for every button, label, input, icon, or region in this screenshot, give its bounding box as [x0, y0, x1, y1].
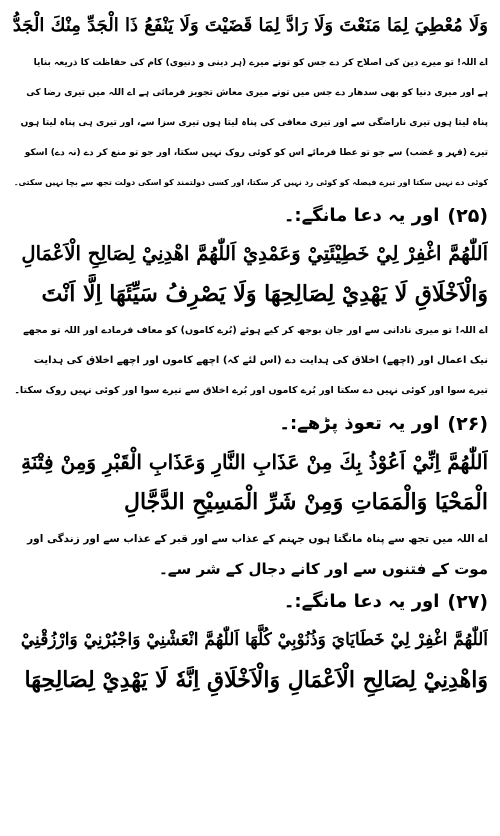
urdu-line: کوئی دے نہیں سکتا اور تیرے فیصلہ کو کوئی رد نہیں کر سکتا، اور کسی دولتمند کو اسکی دولت تجھ سے بچا نہیں سکتی۔: [13, 178, 488, 187]
section-heading: [12, 198, 488, 234]
section-heading-text: اور یہ دعا مانگے:۔: [283, 591, 440, 612]
arabic-text-line: اَللّٰهُمَّ اِنِّيْ اَعُوْذُ بِكَ مِنْ عَذَابِ النَّارِ وَعَذَابِ الْقَبْرِ وَمِنْ فِتْنَةِ: [21, 450, 488, 474]
section-heading-text: اور یہ تعوذ پڑھے:۔: [279, 413, 440, 434]
urdu-line: موت کے فتنوں سے اور کانے دجال کے شر سے۔: [158, 560, 488, 578]
section-heading: [12, 584, 488, 620]
arabic-text-line: اَللّٰهُمَّ اغْفِرْ لِيْ خَطَايَايَ وَذُنُوْبِيْ كُلَّهَا اَللّٰهُمَّ انْعَشْنِيْ وَاجْبُرْنِيْ وَارْزُقْنِيْ: [20, 630, 488, 650]
urdu-line: اے اللہ! تو میری نادانی سے اور جان بوجھ کر کیے ہوئے (بُرے کاموں) کو معاف فرمادے اور اللہ تو مجھے: [23, 325, 488, 336]
urdu-line: پناہ لیتا ہوں تیری ناراضگی سے اور تیری معافی کی پناہ لیتا ہوں تیری سزا سے، اور تیری ہی پناہ لیتا ہوں: [20, 118, 488, 128]
urdu-line: ہے اور میری دنیا کو بھی سدھار دے جس میں تونے میری معاش تجویز فرمائی ہے اے اللہ میں تیری رضا کی: [26, 88, 488, 98]
urdu-line: نیک اعمال اور (اچھے) اخلاق کی ہدایت دے (اس لئے کہ) اچھے کاموں اور اچھے اخلاق کی ہدایت: [33, 355, 488, 366]
arabic-text-line: الْمَحْيَا وَالْمَمَاتِ وَمِنْ شَرِّ الْمَسِيْحِ الدَّجَّالِ: [123, 489, 488, 515]
section-number: (۲۶): [447, 413, 488, 435]
urdu-line: اے اللہ میں تجھ سے پناہ مانگتا ہوں جہنم کے عذاب سے اور قبر کے عذاب سے اور زندگی اور: [27, 533, 488, 545]
section-number: (۲۵): [447, 205, 488, 227]
arabic-text-line: اَللّٰهُمَّ اغْفِرْ لِيْ خَطِيْئَتِيْ وَعَمْدِيْ اَللّٰهُمَّ اهْدِنِيْ لِصَالِحِ الْاَعْمَالِ: [21, 242, 488, 265]
urdu-translation: [12, 524, 488, 584]
section-heading-text: اور یہ دعا مانگے:۔: [283, 205, 440, 226]
arabic-text-line: وَالْاَخْلَاقِ لَا يَهْدِيْ لِصَالِحِهَا وَلَا يَصْرِفُ سَيِّئَهَا اِلَّا اَنْتَ: [41, 281, 488, 307]
urdu-line: تیرے سوا اور کوئی نہیں دے سکتا اور بُرے کاموں اور بُرے اخلاق سے تیرے سوا اور کوئی نہیں روک سکتا۔: [14, 385, 488, 396]
urdu-translation: [12, 48, 488, 198]
section-heading: [12, 406, 488, 442]
arabic-text-line: وَلَا مُعْطِيَ لِمَا مَنَعْتَ وَلَا رَادَّ لِمَا قَضَيْتَ وَلَا يَنْفَعُ ذَا الْجَدِّ مِنْكَ الْجَدُّ: [12, 15, 488, 36]
urdu-line: اے اللہ! تو میرے دین کی اصلاح کر دے جس کو تونے میرے (ہر دینی و دنیوی) کام کی حفاظت کا ذریعہ بنایا: [33, 58, 488, 68]
urdu-line: تیرے (قہر و غضب) سے جو تو عطا فرمائے اس کو کوئی روک نہیں سکتا، اور جو تو منع کر دے (نہ دے) اسکو: [24, 148, 488, 158]
section-number: (۲۷): [447, 591, 488, 613]
arabic-text-line: وَاهْدِنِيْ لِصَالِحِ الْاَعْمَالِ وَالْاَخْلَاقِ اِنَّهٗ لَا يَهْدِيْ لِصَالِحِهَا: [24, 667, 488, 693]
urdu-translation: [12, 316, 488, 406]
